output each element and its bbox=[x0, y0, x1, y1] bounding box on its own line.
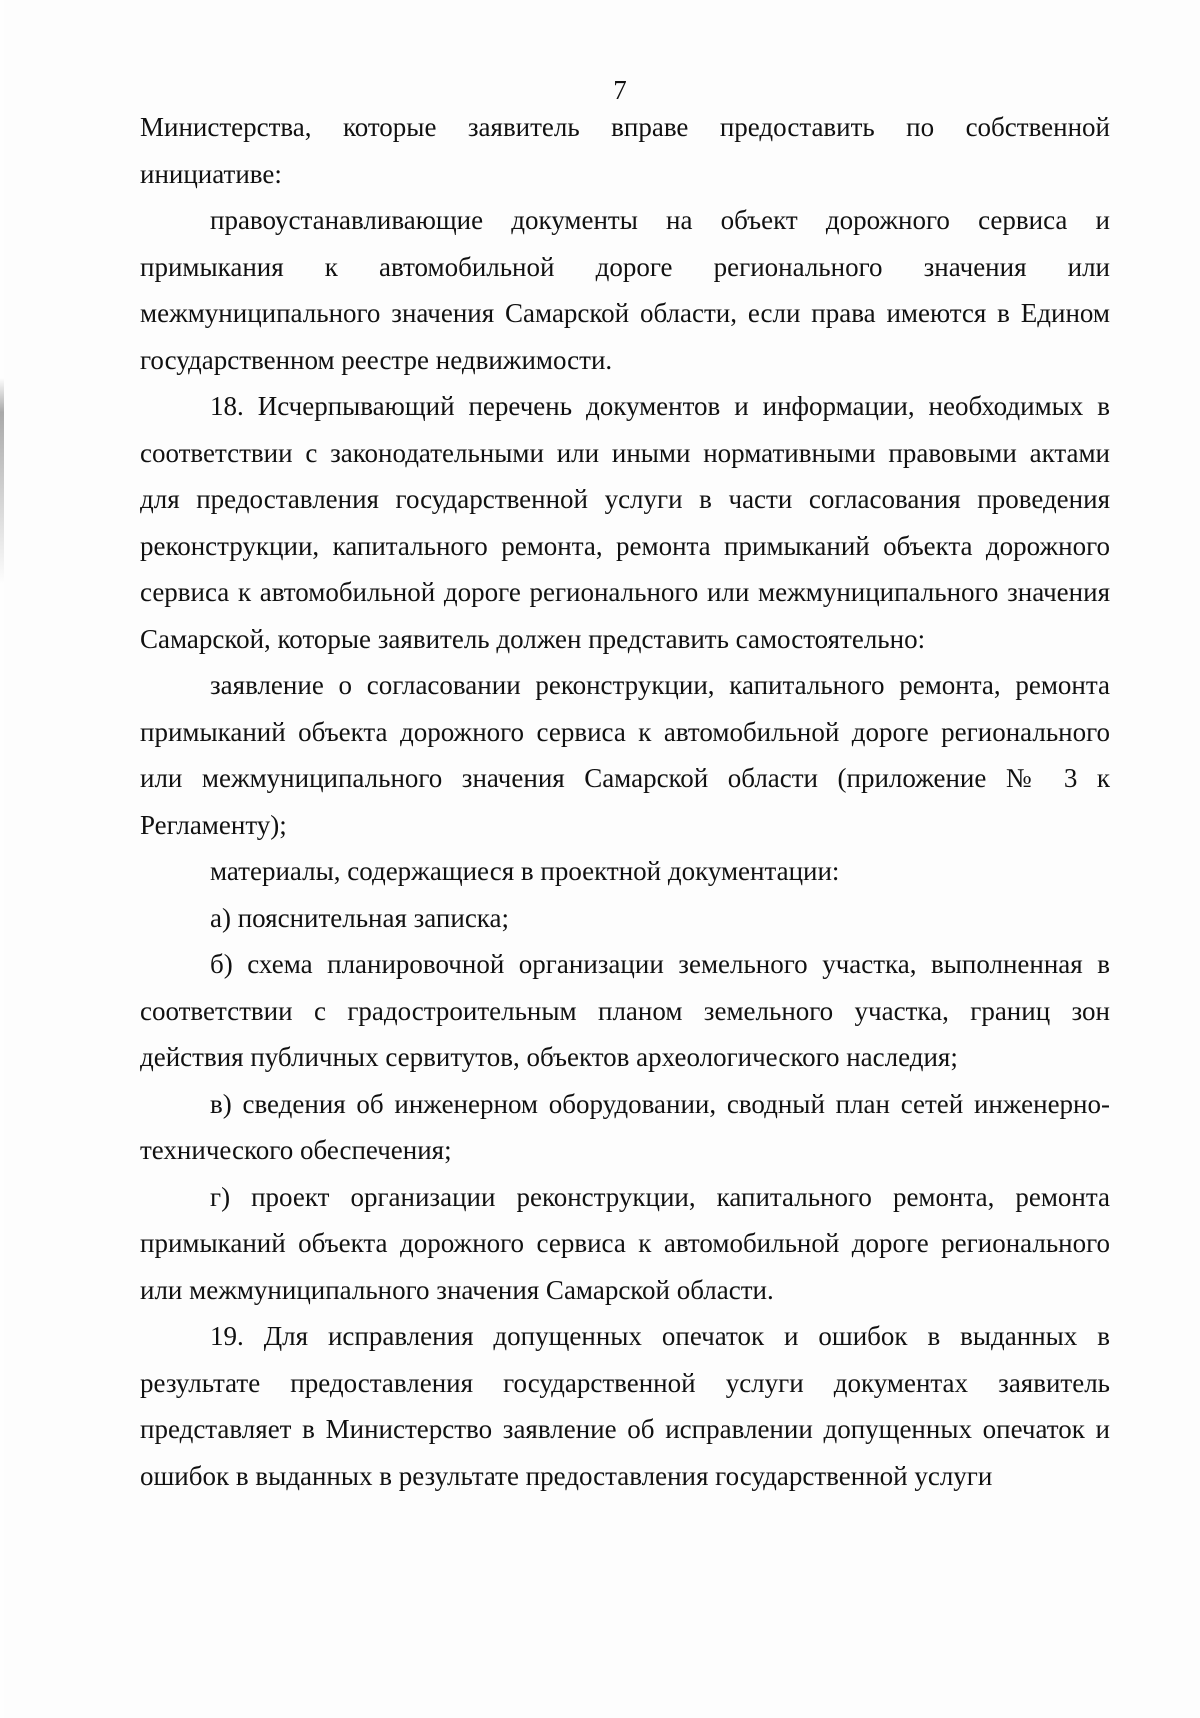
paragraph-18: 18. Исчерпывающий перечень документов и информации, необходимых в соответствии с законодательными или иными нормативными правовыми актами для предоставления государственной услуги в части согласования проведения реконструкции, капитального ремонта, ремонта примыканий объекта дорожного сервиса к автомобильной дороге регионального или межмуниципального значения Самарской, которые заявитель должен представить самостоятельно: bbox=[140, 391, 1110, 654]
paragraph-19: 19. Для исправления допущенных опечаток и ошибок в выданных в результате предоставления государственной услуги документах заявитель представляет в Министерство заявление об исправлении допущенных опечаток и ошибок в выданных в результате предоставления государственной услуги bbox=[140, 1321, 1110, 1491]
list-item-g: г) проект организации реконструкции, капитального ремонта, ремонта примыканий объекта дорожного сервиса к автомобильной дороге регионального или межмуниципального значения Самарской области. bbox=[140, 1181, 1110, 1305]
paragraph-materials: материалы, содержащиеся в проектной документации: bbox=[210, 856, 840, 886]
page-number: 7 bbox=[613, 75, 627, 105]
scan-edge-artifact bbox=[0, 0, 4, 1718]
list-item-v: в) сведения об инженерном оборудовании, сводный план сетей инженерно-технического обеспечения; bbox=[140, 1088, 1110, 1165]
list-item-b: б) схема планировочной организации земельного участка, выполненная в соответствии с градостроительным планом земельного участка, границ зон действия публичных сервитутов, объектов археологического наследия; bbox=[140, 949, 1110, 1072]
document-body bbox=[140, 104, 1110, 1499]
paragraph-continuation: Министерства, которые заявитель вправе предоставить по собственной инициативе: bbox=[140, 112, 1110, 189]
list-item-a: а) пояснительная записка; bbox=[210, 902, 510, 933]
paragraph-application: заявление о согласовании реконструкции, капитального ремонта, ремонта примыканий объекта дорожного сервиса к автомобильной дороге регионального или межмуниципального значения Самарской области (приложение № 3 к Регламенту); bbox=[140, 670, 1110, 840]
paragraph-title-documents: правоустанавливающие документы на объект дорожного сервиса и примыкания к автомобильной дороге регионального значения или межмуниципального значения Самарской области, если права имеются в Едином государственном реестре недвижимости. bbox=[140, 205, 1110, 375]
